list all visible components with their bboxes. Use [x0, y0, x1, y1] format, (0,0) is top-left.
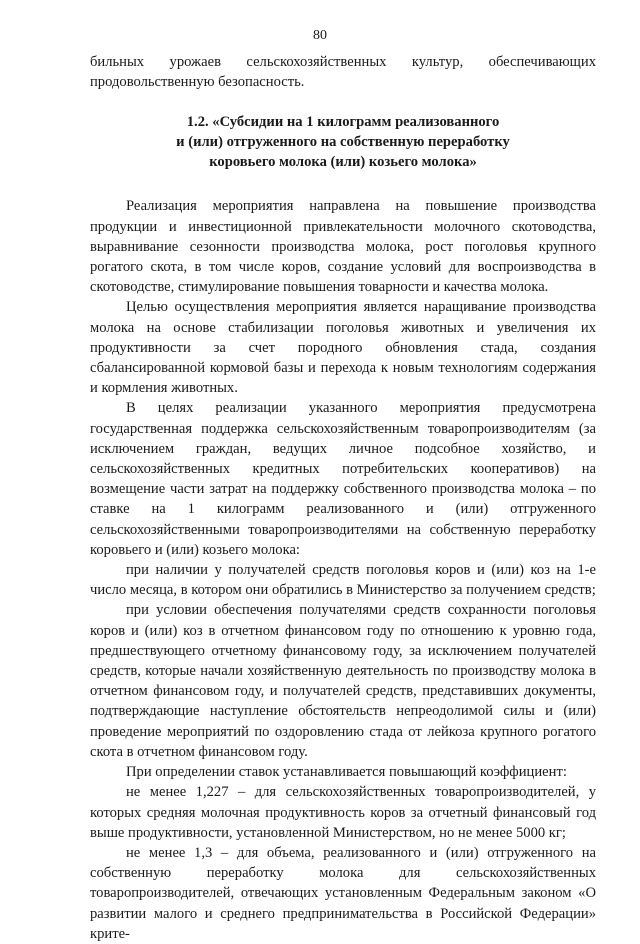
section-heading	[90, 112, 596, 172]
section-heading-line-1: 1.2. «Субсидии на 1 килограмм реализованного	[186, 114, 500, 131]
paragraph-coefficient-1227: не менее 1,227 – для сельскохозяйственных товаропроизводителей, у которых средняя молочная продуктивность коров за отчетный финансовый год выше продуктивности, установленной Министерством, но не менее 5000 кг;	[90, 784, 596, 841]
paragraph-coefficient-13: не менее 1,3 – для объема, реализованного и (или) отгруженного на собственную переработку молока для сельскохозяйственных товаропроизводителей, отвечающих установленным Федеральным законом «О развитии малого и среднего предпринимательства в Российской Федерации» крите-	[90, 844, 596, 942]
page-number: 80	[313, 28, 327, 43]
paragraph-purpose: Целью осуществления мероприятия является наращивание производства молока на основе стабилизации поголовья животных и увеличения их продуктивности за счет породного обновления стада, создания сбалансированной кормовой базы и перехода к новым технологиям содержания и кормления животных.	[90, 299, 596, 397]
document-body	[90, 52, 596, 944]
paragraph-condition-preservation: при условии обеспечения получателями средств сохранности поголовья коров и (или) коз в отчетном финансовом году по отношению к уровню года, предшествующего отчетному финансовому году, за исключением получателей средств, которые начали хозяйственную деятельность по производству молока в отчетном финансовом году, и получателей средств, представивших документы, подтверждающие наступление обстоятельств непреодолимой силы и (или) проведение мероприятий по оздоровлению стада от лейкоза крупного рогатого скота в отчетном финансовом году.	[90, 602, 596, 760]
paragraph-coefficient-intro: При определении ставок устанавливается повышающий коэффициент:	[126, 764, 567, 781]
section-heading-line-2: и (или) отгруженного на собственную переработку	[176, 134, 510, 151]
paragraph-condition-livestock: при наличии у получателей средств поголовья коров и (или) коз на 1-е число месяца, в котором они обратились в Министерство за получением средств;	[90, 562, 596, 599]
section-heading-line-3: коровьего молока (или) козьего молока»	[209, 154, 477, 171]
intro-continuation: бильных урожаев сельскохозяйственных культур, обеспечивающих продовольственную безопасность.	[90, 54, 596, 91]
paragraph-goal-direction: Реализация мероприятия направлена на повышение производства продукции и инвестиционной привлекательности молочного скотоводства, выравнивание сезонности производства молока, рост поголовья крупного рогатого скота, в том числе коров, создание условий для воспроизводства в скотоводстве, стимулирование повышения товарности и качества молока.	[90, 198, 596, 296]
paragraph-state-support: В целях реализации указанного мероприятия предусмотрена государственная поддержка сельскохозяйственным товаропроизводителям (за исключением граждан, ведущих личное подсобное хозяйство, и сельскохозяйственных кредитных потребительских кооперативов) на возмещение части затрат на поддержку собственного производства молока – по ставке на 1 килограмм реализованного и (или) отгруженного сельскохозяйственными товаропроизводителями на собственную переработку коровьего и (или) козьего молока:	[90, 400, 596, 558]
